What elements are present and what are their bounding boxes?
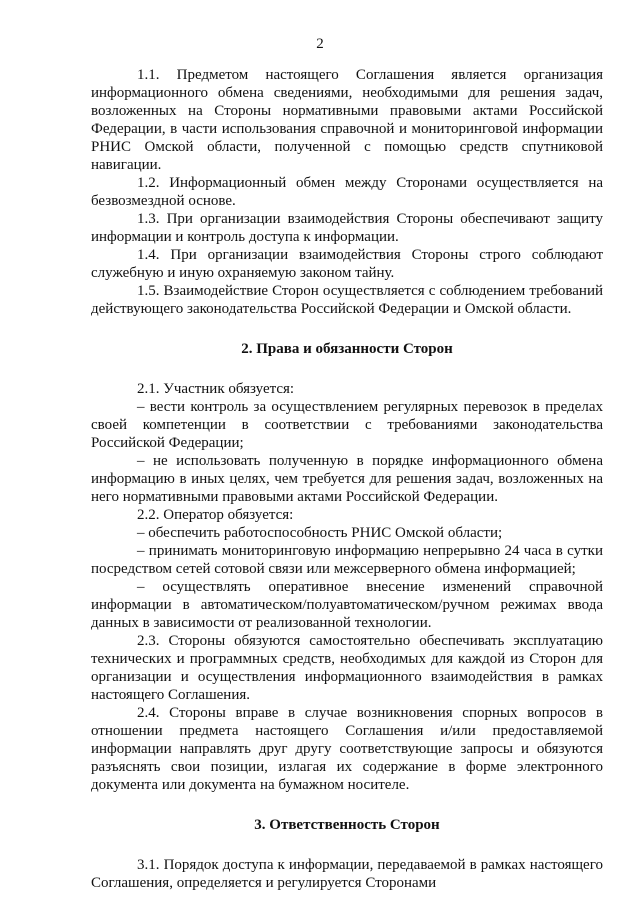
section-3-heading: 3. Ответственность Сторон	[254, 817, 440, 833]
section-2-heading: 2. Права и обязанности Сторон	[241, 341, 453, 357]
clause-2-1: 2.1. Участник обязуется:	[137, 381, 295, 397]
clause-2-2-item-2: – принимать мониторинговую информацию непрерывно 24 часа в сутки посредством сетей сотовой связи или межсерверного обмена информацией;	[91, 543, 603, 577]
section-spacer	[91, 318, 603, 340]
section-spacer	[91, 794, 603, 816]
clause-1-4: 1.4. При организации взаимодействия Стороны строго соблюдают служебную и иную охраняемую законом тайну.	[91, 247, 603, 281]
clause-2-2-item-1: – обеспечить работоспособность РНИС Омской области;	[137, 525, 503, 541]
document-body	[91, 66, 603, 892]
clause-1-5: 1.5. Взаимодействие Сторон осуществляется с соблюдением требований действующего законодательства Российской Федерации и Омской области.	[91, 283, 603, 317]
clause-2-1-item-1: – вести контроль за осуществлением регулярных перевозок в пределах своей компетенции в соответствии с требованиями законодательства Российской Федерации;	[91, 399, 603, 451]
clause-2-2-item-3: – осуществлять оперативное внесение изменений справочной информации в автоматическом/полуавтоматическом/ручном режимах ввода данных в зависимости от реализованной технологии.	[91, 579, 603, 631]
clause-2-2: 2.2. Оператор обязуется:	[137, 507, 294, 523]
clause-1-2: 1.2. Информационный обмен между Сторонами осуществляется на безвозмездной основе.	[91, 175, 603, 209]
page-number: 2	[316, 36, 324, 52]
section-spacer	[91, 834, 603, 856]
section-spacer	[91, 358, 603, 380]
clause-2-4: 2.4. Стороны вправе в случае возникновения спорных вопросов в отношении предмета настоящего Соглашения и/или предоставляемой информации направлять друг другу соответствующие запросы и обязуются разъяснять свои позиции, излагая их содержание в форме электронного документа или документа на бумажном носителе.	[91, 705, 603, 793]
clause-2-1-item-2: – не использовать полученную в порядке информационного обмена информацию в иных целях, чем требуется для решения задач, возложенных на него нормативными правовыми актами Российской Федерации.	[91, 453, 603, 505]
clause-1-3: 1.3. При организации взаимодействия Стороны обеспечивают защиту информации и контроль доступа к информации.	[91, 211, 603, 245]
clause-1-1: 1.1. Предметом настоящего Соглашения является организация информационного обмена сведениями, необходимыми для решения задач, возложенных на Стороны нормативными правовыми актами Российской Федерации, в части использования справочной и мониторинговой информации РНИС Омской области, полученной с помощью средств спутниковой навигации.	[91, 67, 603, 173]
clause-2-3: 2.3. Стороны обязуются самостоятельно обеспечивать эксплуатацию технических и программных средств, необходимых для каждой из Сторон для организации и осуществления информационного взаимодействия в рамках настоящего Соглашения.	[91, 633, 603, 703]
clause-3-1: 3.1. Порядок доступа к информации, передаваемой в рамках настоящего Соглашения, определяется и регулируется Сторонами	[91, 857, 603, 891]
